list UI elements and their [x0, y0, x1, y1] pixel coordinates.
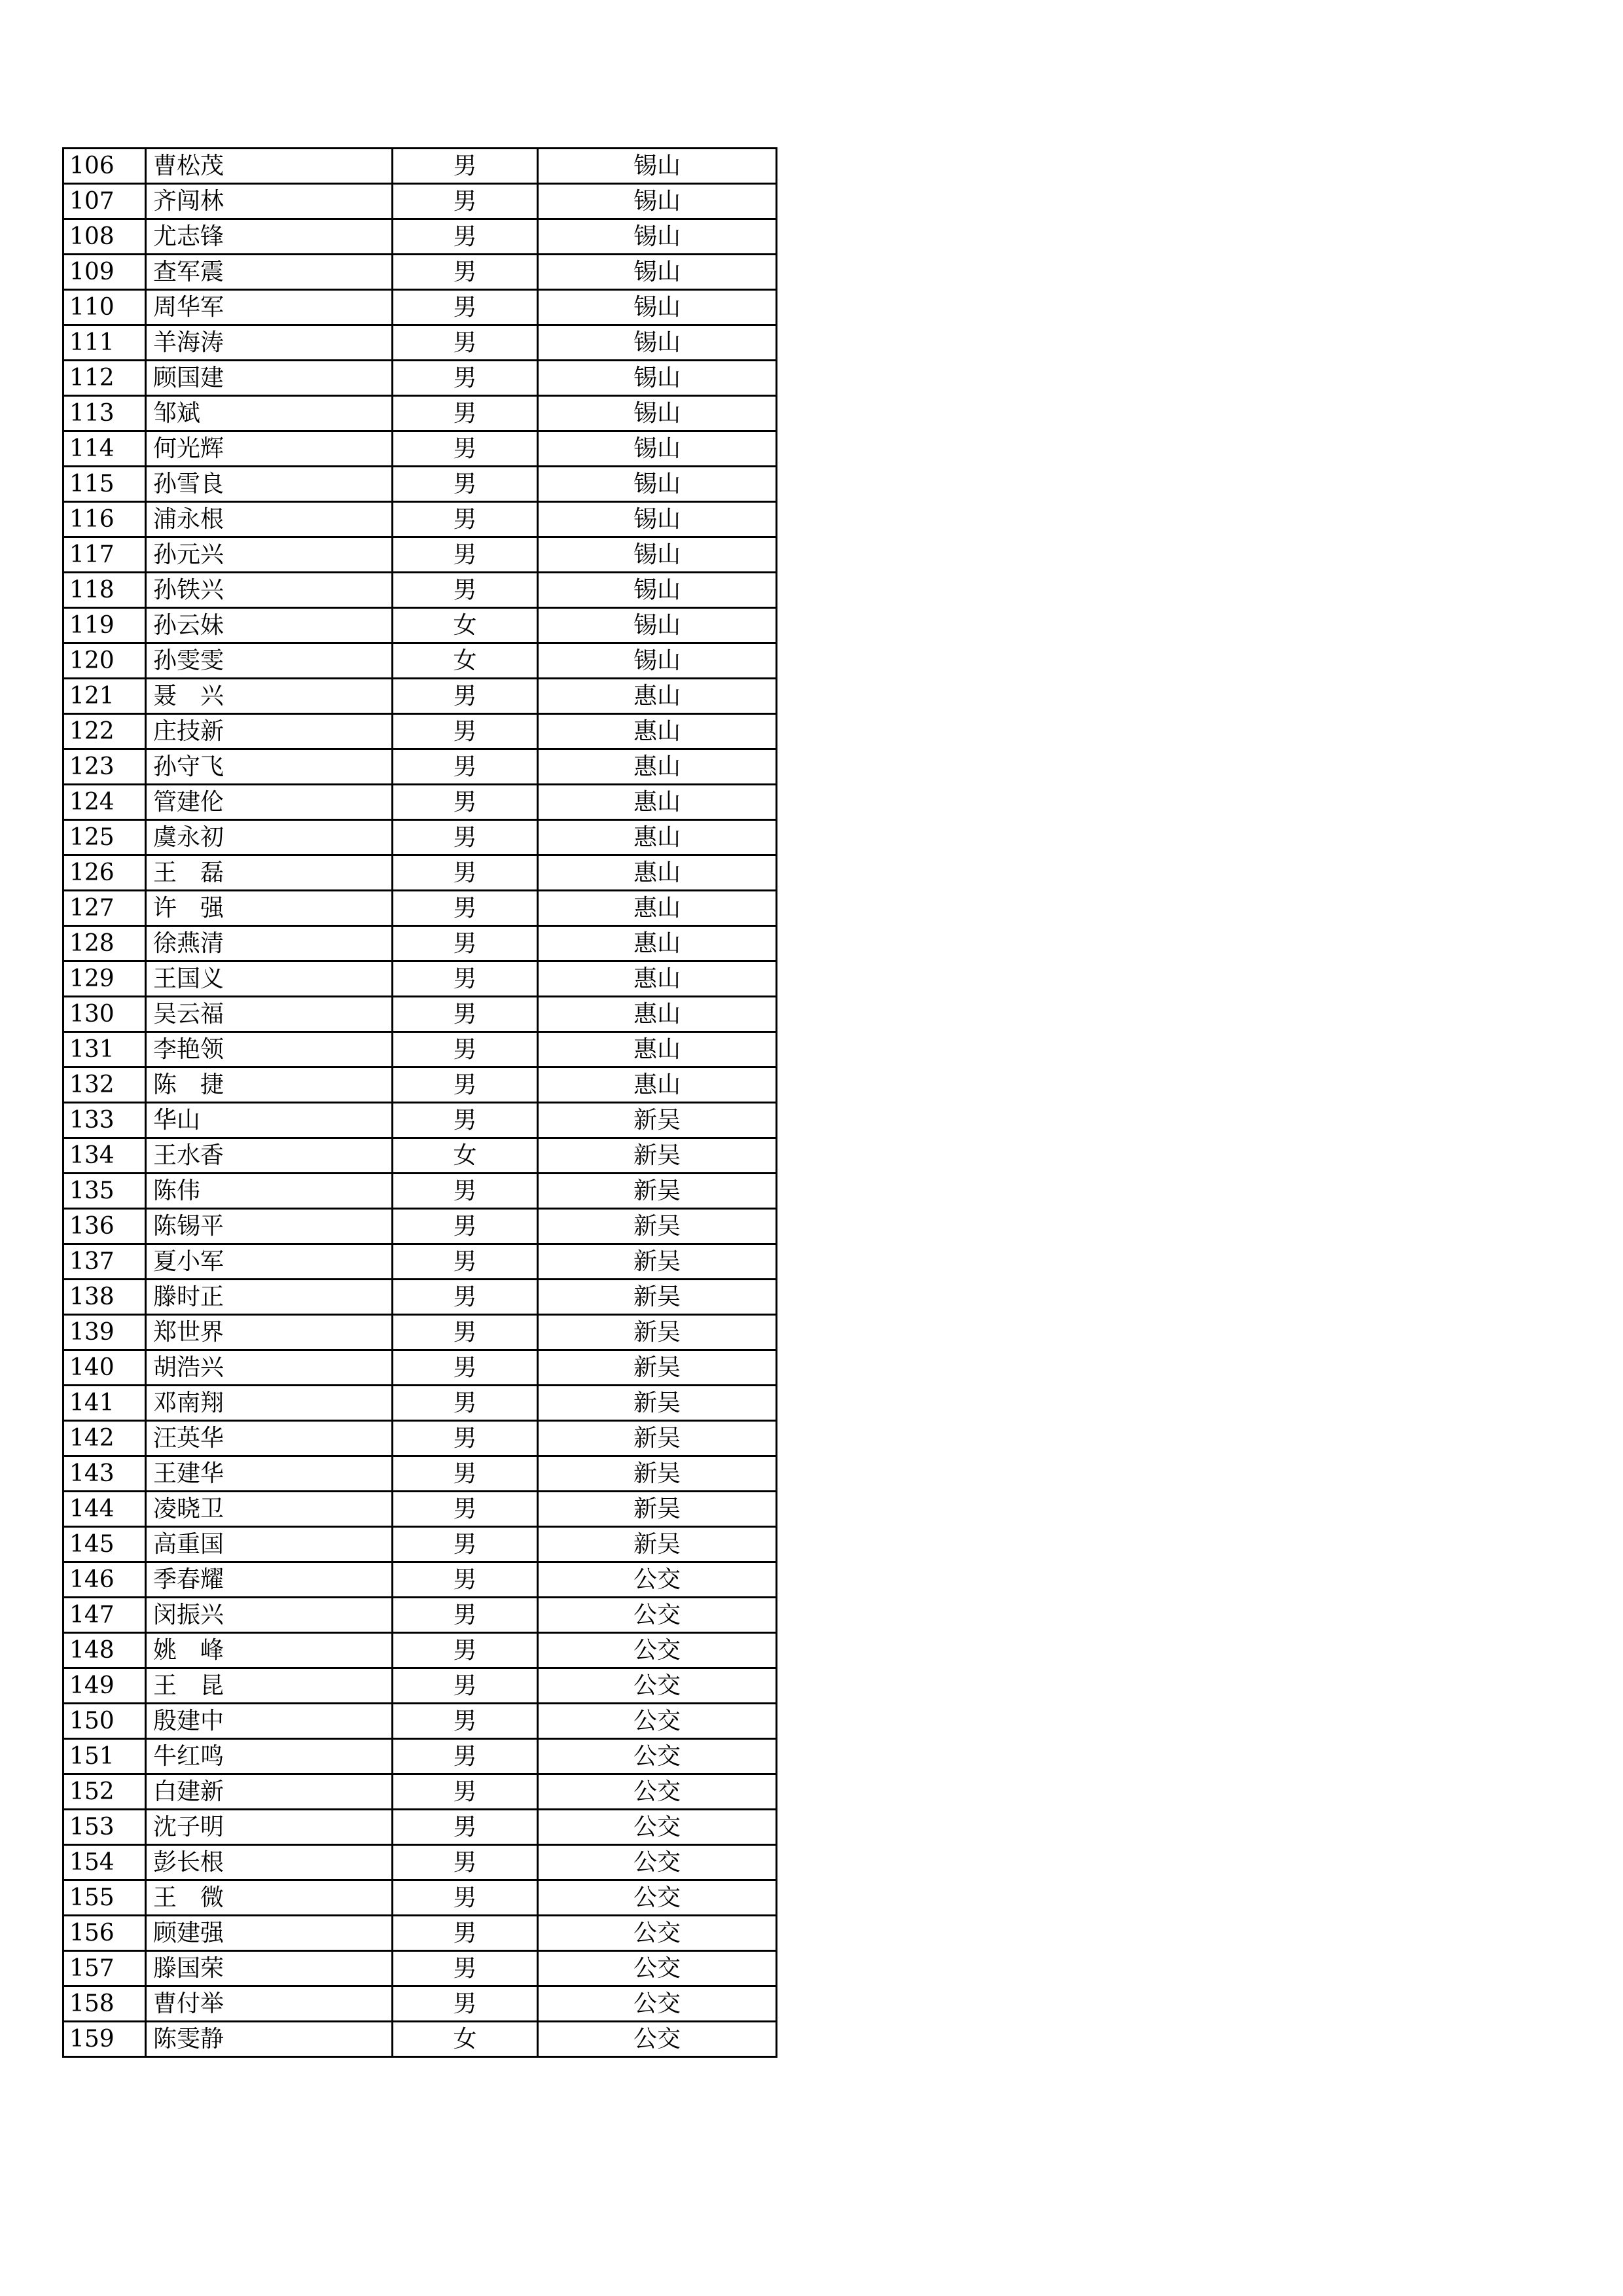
- gender-cell: 男: [393, 1209, 538, 1244]
- row-number-cell: 112: [63, 361, 146, 396]
- row-number-cell: 157: [63, 1951, 146, 1986]
- unit-cell: 惠山: [538, 926, 777, 961]
- table-row: [63, 396, 777, 431]
- name-cell: 孙元兴: [146, 537, 393, 573]
- name-cell: 聂 兴: [146, 679, 393, 714]
- table-row: [63, 1810, 777, 1845]
- name-cell: 华山: [146, 1103, 393, 1138]
- gender-cell: 男: [393, 325, 538, 361]
- gender-cell: 男: [393, 1845, 538, 1880]
- gender-cell: 男: [393, 1244, 538, 1280]
- row-number-cell: 132: [63, 1067, 146, 1103]
- table-row: [63, 714, 777, 749]
- table-row: [63, 1103, 777, 1138]
- name-cell: 孙雪良: [146, 467, 393, 502]
- table-row: [63, 1986, 777, 2022]
- unit-cell: 锡山: [538, 643, 777, 679]
- row-number-cell: 114: [63, 431, 146, 467]
- table-row: [63, 608, 777, 643]
- name-cell: 周华军: [146, 290, 393, 325]
- name-cell: 孙云妹: [146, 608, 393, 643]
- table-row: [63, 1280, 777, 1315]
- name-cell: 羊海涛: [146, 325, 393, 361]
- table-row: [63, 1067, 777, 1103]
- table-row: [63, 679, 777, 714]
- table-row: [63, 997, 777, 1032]
- gender-cell: 男: [393, 1810, 538, 1845]
- gender-cell: 男: [393, 1067, 538, 1103]
- gender-cell: 男: [393, 749, 538, 785]
- name-cell: 曹付举: [146, 1986, 393, 2022]
- name-cell: 胡浩兴: [146, 1350, 393, 1386]
- name-cell: 孙雯雯: [146, 643, 393, 679]
- table-row: [63, 255, 777, 290]
- row-number-cell: 108: [63, 219, 146, 255]
- gender-cell: 男: [393, 1704, 538, 1739]
- name-cell: 闵振兴: [146, 1598, 393, 1633]
- table-row: [63, 1386, 777, 1421]
- name-cell: 管建伦: [146, 785, 393, 820]
- unit-cell: 公交: [538, 1916, 777, 1951]
- gender-cell: 男: [393, 679, 538, 714]
- unit-cell: 新吴: [538, 1315, 777, 1350]
- unit-cell: 惠山: [538, 961, 777, 997]
- gender-cell: 男: [393, 1562, 538, 1598]
- name-cell: 吴云福: [146, 997, 393, 1032]
- name-cell: 尤志锋: [146, 219, 393, 255]
- name-cell: 查军震: [146, 255, 393, 290]
- row-number-cell: 135: [63, 1174, 146, 1209]
- unit-cell: 新吴: [538, 1456, 777, 1492]
- table-row: [63, 1244, 777, 1280]
- row-number-cell: 113: [63, 396, 146, 431]
- table-row: [63, 1916, 777, 1951]
- name-cell: 孙守飞: [146, 749, 393, 785]
- row-number-cell: 116: [63, 502, 146, 537]
- unit-cell: 新吴: [538, 1103, 777, 1138]
- gender-cell: 男: [393, 1456, 538, 1492]
- gender-cell: 男: [393, 1103, 538, 1138]
- unit-cell: 新吴: [538, 1350, 777, 1386]
- roster-table-body: [63, 149, 777, 2057]
- unit-cell: 新吴: [538, 1492, 777, 1527]
- name-cell: 滕时正: [146, 1280, 393, 1315]
- table-row: [63, 1421, 777, 1456]
- row-number-cell: 158: [63, 1986, 146, 2022]
- row-number-cell: 125: [63, 820, 146, 855]
- gender-cell: 男: [393, 891, 538, 926]
- name-cell: 齐闯林: [146, 184, 393, 219]
- name-cell: 庄技新: [146, 714, 393, 749]
- name-cell: 邹斌: [146, 396, 393, 431]
- table-row: [63, 1174, 777, 1209]
- row-number-cell: 123: [63, 749, 146, 785]
- row-number-cell: 126: [63, 855, 146, 891]
- gender-cell: 女: [393, 643, 538, 679]
- table-row: [63, 1704, 777, 1739]
- table-row: [63, 502, 777, 537]
- name-cell: 浦永根: [146, 502, 393, 537]
- gender-cell: 男: [393, 184, 538, 219]
- gender-cell: 男: [393, 1880, 538, 1916]
- row-number-cell: 144: [63, 1492, 146, 1527]
- row-number-cell: 120: [63, 643, 146, 679]
- unit-cell: 公交: [538, 1633, 777, 1668]
- name-cell: 王国义: [146, 961, 393, 997]
- unit-cell: 公交: [538, 1880, 777, 1916]
- table-row: [63, 785, 777, 820]
- unit-cell: 惠山: [538, 785, 777, 820]
- gender-cell: 女: [393, 1138, 538, 1174]
- table-row: [63, 643, 777, 679]
- name-cell: 汪英华: [146, 1421, 393, 1456]
- gender-cell: 男: [393, 1280, 538, 1315]
- gender-cell: 男: [393, 785, 538, 820]
- row-number-cell: 155: [63, 1880, 146, 1916]
- table-row: [63, 1032, 777, 1067]
- roster-table: [62, 147, 777, 2058]
- unit-cell: 惠山: [538, 1067, 777, 1103]
- table-row: [63, 1315, 777, 1350]
- gender-cell: 男: [393, 1492, 538, 1527]
- row-number-cell: 131: [63, 1032, 146, 1067]
- row-number-cell: 136: [63, 1209, 146, 1244]
- name-cell: 郑世界: [146, 1315, 393, 1350]
- gender-cell: 男: [393, 820, 538, 855]
- table-row: [63, 1845, 777, 1880]
- table-row: [63, 1951, 777, 1986]
- unit-cell: 惠山: [538, 679, 777, 714]
- table-row: [63, 961, 777, 997]
- row-number-cell: 138: [63, 1280, 146, 1315]
- row-number-cell: 143: [63, 1456, 146, 1492]
- unit-cell: 新吴: [538, 1421, 777, 1456]
- unit-cell: 惠山: [538, 749, 777, 785]
- name-cell: 凌晓卫: [146, 1492, 393, 1527]
- unit-cell: 锡山: [538, 608, 777, 643]
- table-row: [63, 1138, 777, 1174]
- unit-cell: 锡山: [538, 184, 777, 219]
- row-number-cell: 110: [63, 290, 146, 325]
- gender-cell: 男: [393, 219, 538, 255]
- name-cell: 何光辉: [146, 431, 393, 467]
- table-row: [63, 1880, 777, 1916]
- row-number-cell: 109: [63, 255, 146, 290]
- unit-cell: 惠山: [538, 855, 777, 891]
- name-cell: 徐燕清: [146, 926, 393, 961]
- name-cell: 殷建中: [146, 1704, 393, 1739]
- row-number-cell: 128: [63, 926, 146, 961]
- table-row: [63, 1668, 777, 1704]
- table-row: [63, 1633, 777, 1668]
- gender-cell: 男: [393, 1174, 538, 1209]
- unit-cell: 新吴: [538, 1174, 777, 1209]
- name-cell: 高重国: [146, 1527, 393, 1562]
- row-number-cell: 133: [63, 1103, 146, 1138]
- gender-cell: 男: [393, 1350, 538, 1386]
- row-number-cell: 139: [63, 1315, 146, 1350]
- unit-cell: 锡山: [538, 431, 777, 467]
- unit-cell: 惠山: [538, 1032, 777, 1067]
- table-row: [63, 184, 777, 219]
- table-row: [63, 820, 777, 855]
- row-number-cell: 124: [63, 785, 146, 820]
- name-cell: 陈伟: [146, 1174, 393, 1209]
- gender-cell: 男: [393, 1386, 538, 1421]
- gender-cell: 男: [393, 997, 538, 1032]
- gender-cell: 男: [393, 1668, 538, 1704]
- table-row: [63, 749, 777, 785]
- name-cell: 王建华: [146, 1456, 393, 1492]
- name-cell: 顾建强: [146, 1916, 393, 1951]
- unit-cell: 新吴: [538, 1386, 777, 1421]
- row-number-cell: 145: [63, 1527, 146, 1562]
- row-number-cell: 140: [63, 1350, 146, 1386]
- name-cell: 彭长根: [146, 1845, 393, 1880]
- table-row: [63, 361, 777, 396]
- name-cell: 陈雯静: [146, 2022, 393, 2057]
- gender-cell: 男: [393, 573, 538, 608]
- gender-cell: 男: [393, 1527, 538, 1562]
- row-number-cell: 147: [63, 1598, 146, 1633]
- unit-cell: 锡山: [538, 573, 777, 608]
- name-cell: 邓南翔: [146, 1386, 393, 1421]
- row-number-cell: 137: [63, 1244, 146, 1280]
- unit-cell: 公交: [538, 1668, 777, 1704]
- row-number-cell: 121: [63, 679, 146, 714]
- row-number-cell: 141: [63, 1386, 146, 1421]
- name-cell: 李艳领: [146, 1032, 393, 1067]
- unit-cell: 公交: [538, 1562, 777, 1598]
- name-cell: 王 磊: [146, 855, 393, 891]
- table-row: [63, 537, 777, 573]
- unit-cell: 公交: [538, 1986, 777, 2022]
- unit-cell: 新吴: [538, 1280, 777, 1315]
- table-row: [63, 467, 777, 502]
- unit-cell: 锡山: [538, 537, 777, 573]
- gender-cell: 男: [393, 1032, 538, 1067]
- name-cell: 王 微: [146, 1880, 393, 1916]
- table-row: [63, 1456, 777, 1492]
- name-cell: 牛红鸣: [146, 1739, 393, 1774]
- gender-cell: 男: [393, 1598, 538, 1633]
- gender-cell: 男: [393, 255, 538, 290]
- row-number-cell: 156: [63, 1916, 146, 1951]
- row-number-cell: 142: [63, 1421, 146, 1456]
- row-number-cell: 148: [63, 1633, 146, 1668]
- gender-cell: 男: [393, 1421, 538, 1456]
- unit-cell: 惠山: [538, 891, 777, 926]
- table-row: [63, 855, 777, 891]
- gender-cell: 男: [393, 961, 538, 997]
- row-number-cell: 119: [63, 608, 146, 643]
- row-number-cell: 127: [63, 891, 146, 926]
- unit-cell: 锡山: [538, 325, 777, 361]
- gender-cell: 男: [393, 1633, 538, 1668]
- name-cell: 王水香: [146, 1138, 393, 1174]
- gender-cell: 男: [393, 537, 538, 573]
- row-number-cell: 150: [63, 1704, 146, 1739]
- gender-cell: 男: [393, 467, 538, 502]
- unit-cell: 新吴: [538, 1527, 777, 1562]
- name-cell: 夏小军: [146, 1244, 393, 1280]
- row-number-cell: 115: [63, 467, 146, 502]
- table-row: [63, 1562, 777, 1598]
- row-number-cell: 146: [63, 1562, 146, 1598]
- name-cell: 姚 峰: [146, 1633, 393, 1668]
- table-row: [63, 325, 777, 361]
- gender-cell: 男: [393, 1951, 538, 1986]
- table-row: [63, 1527, 777, 1562]
- name-cell: 许 强: [146, 891, 393, 926]
- unit-cell: 锡山: [538, 219, 777, 255]
- unit-cell: 锡山: [538, 149, 777, 184]
- gender-cell: 男: [393, 1986, 538, 2022]
- unit-cell: 锡山: [538, 361, 777, 396]
- table-row: [63, 891, 777, 926]
- unit-cell: 公交: [538, 1598, 777, 1633]
- table-row: [63, 1492, 777, 1527]
- row-number-cell: 130: [63, 997, 146, 1032]
- row-number-cell: 111: [63, 325, 146, 361]
- row-number-cell: 107: [63, 184, 146, 219]
- name-cell: 孙铁兴: [146, 573, 393, 608]
- gender-cell: 男: [393, 1916, 538, 1951]
- table-row: [63, 926, 777, 961]
- row-number-cell: 129: [63, 961, 146, 997]
- name-cell: 曹松茂: [146, 149, 393, 184]
- unit-cell: 公交: [538, 1774, 777, 1810]
- gender-cell: 男: [393, 1315, 538, 1350]
- table-row: [63, 290, 777, 325]
- row-number-cell: 106: [63, 149, 146, 184]
- gender-cell: 男: [393, 1739, 538, 1774]
- name-cell: 季春耀: [146, 1562, 393, 1598]
- row-number-cell: 134: [63, 1138, 146, 1174]
- unit-cell: 锡山: [538, 255, 777, 290]
- unit-cell: 锡山: [538, 396, 777, 431]
- table-row: [63, 2022, 777, 2057]
- unit-cell: 新吴: [538, 1209, 777, 1244]
- row-number-cell: 117: [63, 537, 146, 573]
- gender-cell: 男: [393, 502, 538, 537]
- unit-cell: 公交: [538, 1739, 777, 1774]
- row-number-cell: 151: [63, 1739, 146, 1774]
- table-row: [63, 1209, 777, 1244]
- unit-cell: 锡山: [538, 502, 777, 537]
- table-row: [63, 1739, 777, 1774]
- gender-cell: 男: [393, 714, 538, 749]
- row-number-cell: 149: [63, 1668, 146, 1704]
- table-row: [63, 1774, 777, 1810]
- unit-cell: 公交: [538, 2022, 777, 2057]
- name-cell: 陈锡平: [146, 1209, 393, 1244]
- row-number-cell: 159: [63, 2022, 146, 2057]
- table-row: [63, 1350, 777, 1386]
- gender-cell: 男: [393, 149, 538, 184]
- table-row: [63, 219, 777, 255]
- table-row: [63, 573, 777, 608]
- table-row: [63, 149, 777, 184]
- unit-cell: 公交: [538, 1810, 777, 1845]
- unit-cell: 新吴: [538, 1138, 777, 1174]
- gender-cell: 女: [393, 608, 538, 643]
- row-number-cell: 154: [63, 1845, 146, 1880]
- name-cell: 顾国建: [146, 361, 393, 396]
- table-row: [63, 1598, 777, 1633]
- unit-cell: 公交: [538, 1845, 777, 1880]
- gender-cell: 男: [393, 855, 538, 891]
- unit-cell: 公交: [538, 1704, 777, 1739]
- unit-cell: 惠山: [538, 714, 777, 749]
- gender-cell: 男: [393, 396, 538, 431]
- row-number-cell: 153: [63, 1810, 146, 1845]
- unit-cell: 惠山: [538, 997, 777, 1032]
- unit-cell: 锡山: [538, 290, 777, 325]
- name-cell: 陈 捷: [146, 1067, 393, 1103]
- table-row: [63, 431, 777, 467]
- gender-cell: 男: [393, 431, 538, 467]
- gender-cell: 男: [393, 926, 538, 961]
- name-cell: 滕国荣: [146, 1951, 393, 1986]
- gender-cell: 男: [393, 1774, 538, 1810]
- name-cell: 虞永初: [146, 820, 393, 855]
- name-cell: 沈子明: [146, 1810, 393, 1845]
- gender-cell: 男: [393, 361, 538, 396]
- unit-cell: 公交: [538, 1951, 777, 1986]
- unit-cell: 惠山: [538, 820, 777, 855]
- gender-cell: 男: [393, 290, 538, 325]
- gender-cell: 女: [393, 2022, 538, 2057]
- row-number-cell: 152: [63, 1774, 146, 1810]
- row-number-cell: 122: [63, 714, 146, 749]
- unit-cell: 锡山: [538, 467, 777, 502]
- name-cell: 王 昆: [146, 1668, 393, 1704]
- unit-cell: 新吴: [538, 1244, 777, 1280]
- name-cell: 白建新: [146, 1774, 393, 1810]
- row-number-cell: 118: [63, 573, 146, 608]
